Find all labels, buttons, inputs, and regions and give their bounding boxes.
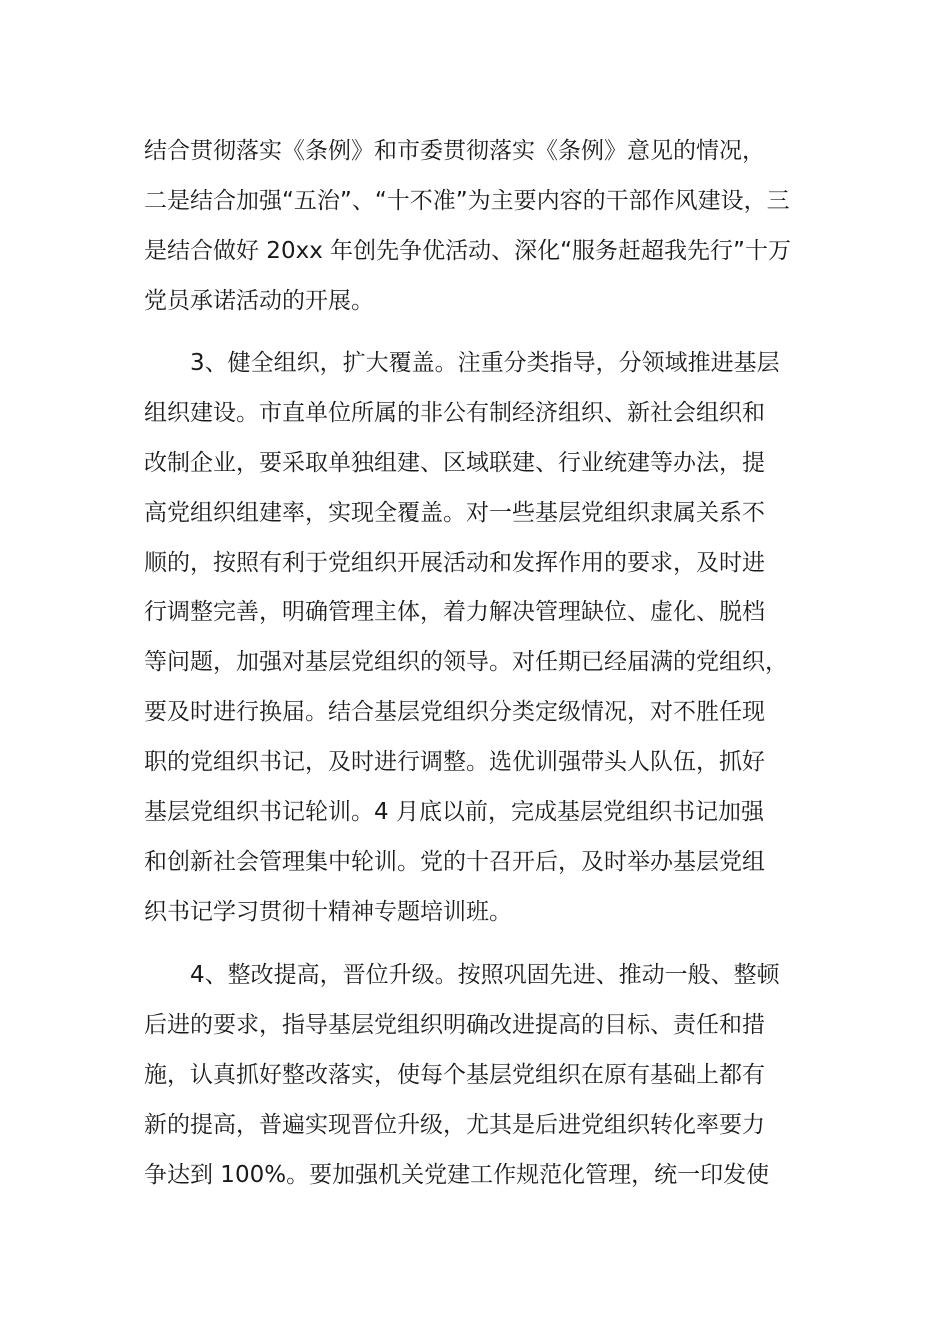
text-line: 职的党组织书记，及时进行调整。选优训强带头人队伍，抓好: [144, 749, 765, 775]
text-line: 和创新社会管理集中轮训。党的十召开后，及时举办基层党组: [144, 849, 765, 875]
paragraph-3-heading-line: 3、健全组织，扩大覆盖。注重分类指导，分领域推进基层: [190, 350, 780, 376]
text-line: 行调整完善，明确管理主体，着力解决管理缺位、虚化、脱档: [144, 599, 765, 625]
text-line: 改制企业，要采取单独组建、区域联建、行业统建等办法，提: [144, 450, 765, 476]
text-line: 二是结合加强“五治”、“十不准”为主要内容的干部作风建设，三: [144, 188, 790, 214]
text-line: 高党组织组建率，实现全覆盖。对一些基层党组织隶属关系不: [144, 500, 765, 526]
text-line: 组织建设。市直单位所属的非公有制经济组织、新社会组织和: [144, 400, 765, 426]
text-line: 争达到 100%。要加强机关党建工作规范化管理，统一印发使: [144, 1162, 770, 1188]
text-line: 后进的要求，指导基层党组织明确改进提高的目标、责任和措: [144, 1012, 765, 1038]
text-line: 等问题，加强对基层党组织的领导。对任期已经届满的党组织，: [144, 649, 788, 675]
text-line: 要及时进行换届。结合基层党组织分类定级情况，对不胜任现: [144, 699, 765, 725]
text-line: 新的提高，普遍实现晋位升级，尤其是后进党组织转化率要力: [144, 1112, 765, 1138]
text-line: 织书记学习贯彻十精神专题培训班。: [144, 899, 512, 925]
text-line: 顺的，按照有利于党组织开展活动和发挥作用的要求，及时进: [144, 550, 765, 576]
text-line: 是结合做好 20xx 年创先争优活动、深化“服务赶超我先行”十万: [144, 238, 791, 264]
text-line: 基层党组织书记轮训。4 月底以前，完成基层党组织书记加强: [144, 799, 764, 825]
text-line: 施，认真抓好整改落实，使每个基层党组织在原有基础上都有: [144, 1062, 765, 1088]
text-line: 党员承诺活动的开展。: [144, 288, 374, 314]
text-line: 结合贯彻落实《条例》和市委贯彻落实《条例》意见的情况，: [144, 138, 765, 164]
paragraph-4-heading-line: 4、整改提高，晋位升级。按照巩固先进、推动一般、整顿: [190, 962, 780, 988]
